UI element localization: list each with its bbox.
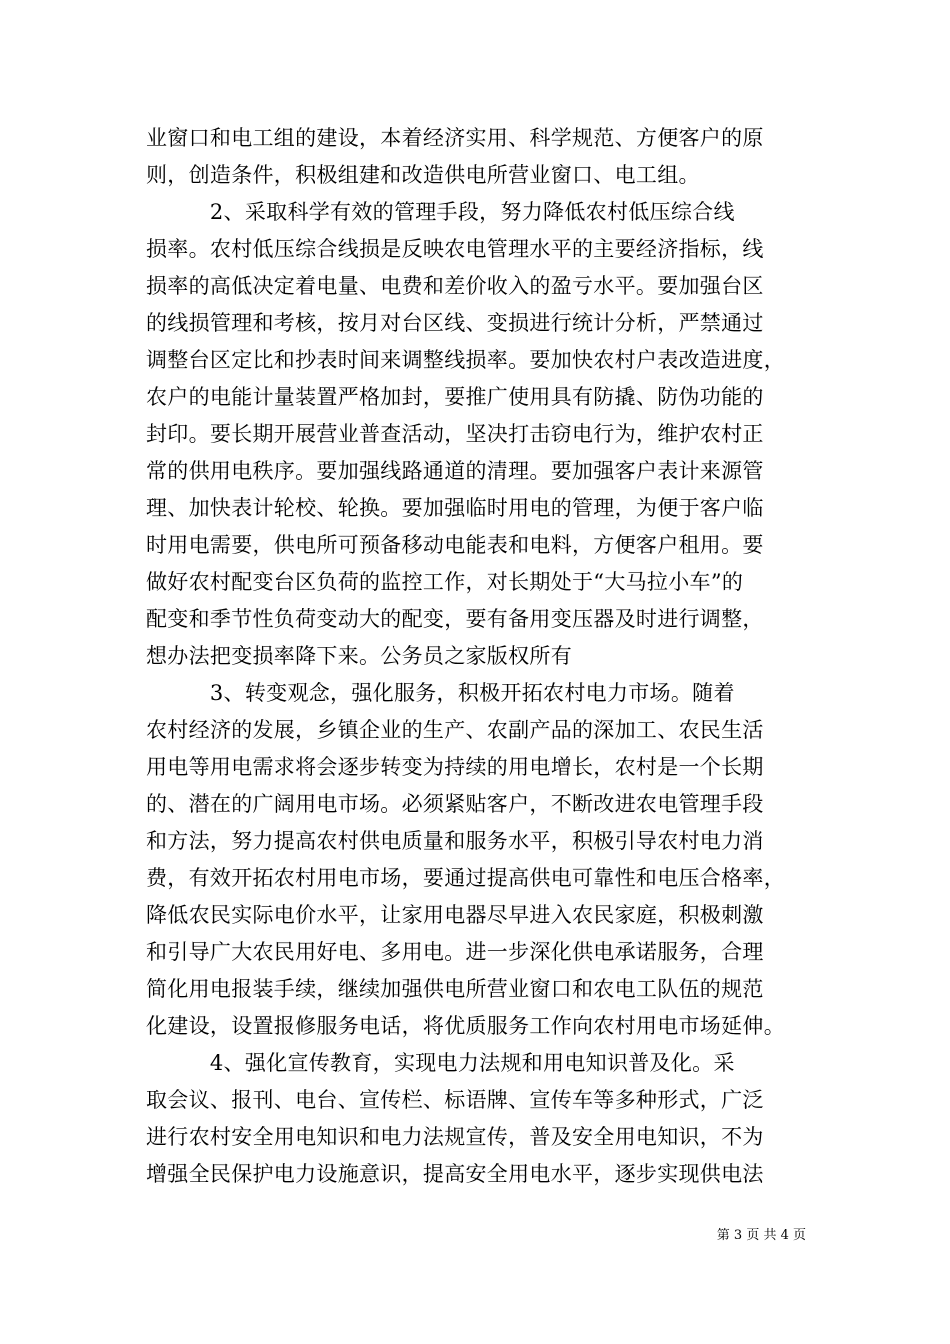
body-text-line: 调整台区定比和抄表时间来调整线损率。要加快农村户表改造进度，: [146, 348, 785, 372]
body-text-line: 封印。要长期开展营业普查活动，坚决打击窃电行为，维护农村正: [146, 422, 764, 446]
body-text-line: 简化用电报装手续，继续加强供电所营业窗口和农电工队伍的规范: [146, 977, 764, 1001]
body-text-line: 取会议、报刊、电台、宣传栏、标语牌、宣传车等多种形式，广泛: [146, 1088, 764, 1112]
body-text-line: 想办法把变损率降下来。公务员之家版权所有: [146, 644, 572, 668]
body-text-line: 进行农村安全用电知识和电力法规宣传，普及安全用电知识，不为: [146, 1125, 764, 1149]
body-text-line: 和方法，努力提高农村供电质量和服务水平，积极引导农村电力消: [146, 829, 764, 853]
body-text-line: 农村经济的发展，乡镇企业的生产、农副产品的深加工、农民生活: [146, 718, 764, 742]
body-text-line: 常的供用电秩序。要加强线路通道的清理。要加强客户表计来源管: [146, 459, 764, 483]
body-text-line: 费，有效开拓农村用电市场，要通过提高供电可靠性和电压合格率，: [146, 866, 785, 890]
body-text-line: 时用电需要，供电所可预备移动电能表和电料，方便客户租用。要: [146, 533, 764, 557]
body-text-line: 损率的高低决定着电量、电费和差价收入的盈亏水平。要加强台区: [146, 274, 764, 298]
body-text-line: 的线损管理和考核，按月对台区线、变损进行统计分析，严禁通过: [146, 311, 764, 335]
paragraph-2-start: 2、采取科学有效的管理手段，努力降低农村低压综合线: [146, 200, 735, 224]
body-text-line: 损率。农村低压综合线损是反映农电管理水平的主要经济指标，线: [146, 237, 764, 261]
body-text-line: 增强全民保护电力设施意识，提高安全用电水平，逐步实现供电法: [146, 1162, 764, 1186]
body-text-line: 降低农民实际电价水平，让家用电器尽早进入农民家庭，积极刺激: [146, 903, 764, 927]
page-number-footer: 第 3 页 共 4 页: [716, 1228, 806, 1243]
paragraph-4-start: 4、强化宣传教育，实现电力法规和用电知识普及化。采: [146, 1051, 735, 1075]
paragraph-3-start: 3、转变观念，强化服务，积极开拓农村电力市场。随着: [146, 681, 735, 705]
body-text-line: 农户的电能计量装置严格加封，要推广使用具有防撬、防伪功能的: [146, 385, 764, 409]
body-text-line: 和引导广大农民用好电、多用电。进一步深化供电承诺服务，合理: [146, 940, 764, 964]
body-text-line: 做好农村配变台区负荷的监控工作，对长期处于“大马拉小车”的: [146, 570, 744, 594]
body-text-line: 业窗口和电工组的建设，本着经济实用、科学规范、方便客户的原: [146, 126, 764, 150]
body-text-line: 化建设，设置报修服务电话，将优质服务工作向农村用电市场延伸。: [146, 1014, 785, 1038]
body-text-line: 配变和季节性负荷变动大的配变，要有备用变压器及时进行调整，: [146, 607, 764, 631]
body-text-line: 理、加快表计轮校、轮换。要加强临时用电的管理，为便于客户临: [146, 496, 764, 520]
body-text-line: 则，创造条件，积极组建和改造供电所营业窗口、电工组。: [146, 163, 700, 187]
body-text-line: 的、潜在的广阔用电市场。必须紧贴客户，不断改进农电管理手段: [146, 792, 764, 816]
body-text-line: 用电等用电需求将会逐步转变为持续的用电增长，农村是一个长期: [146, 755, 764, 779]
